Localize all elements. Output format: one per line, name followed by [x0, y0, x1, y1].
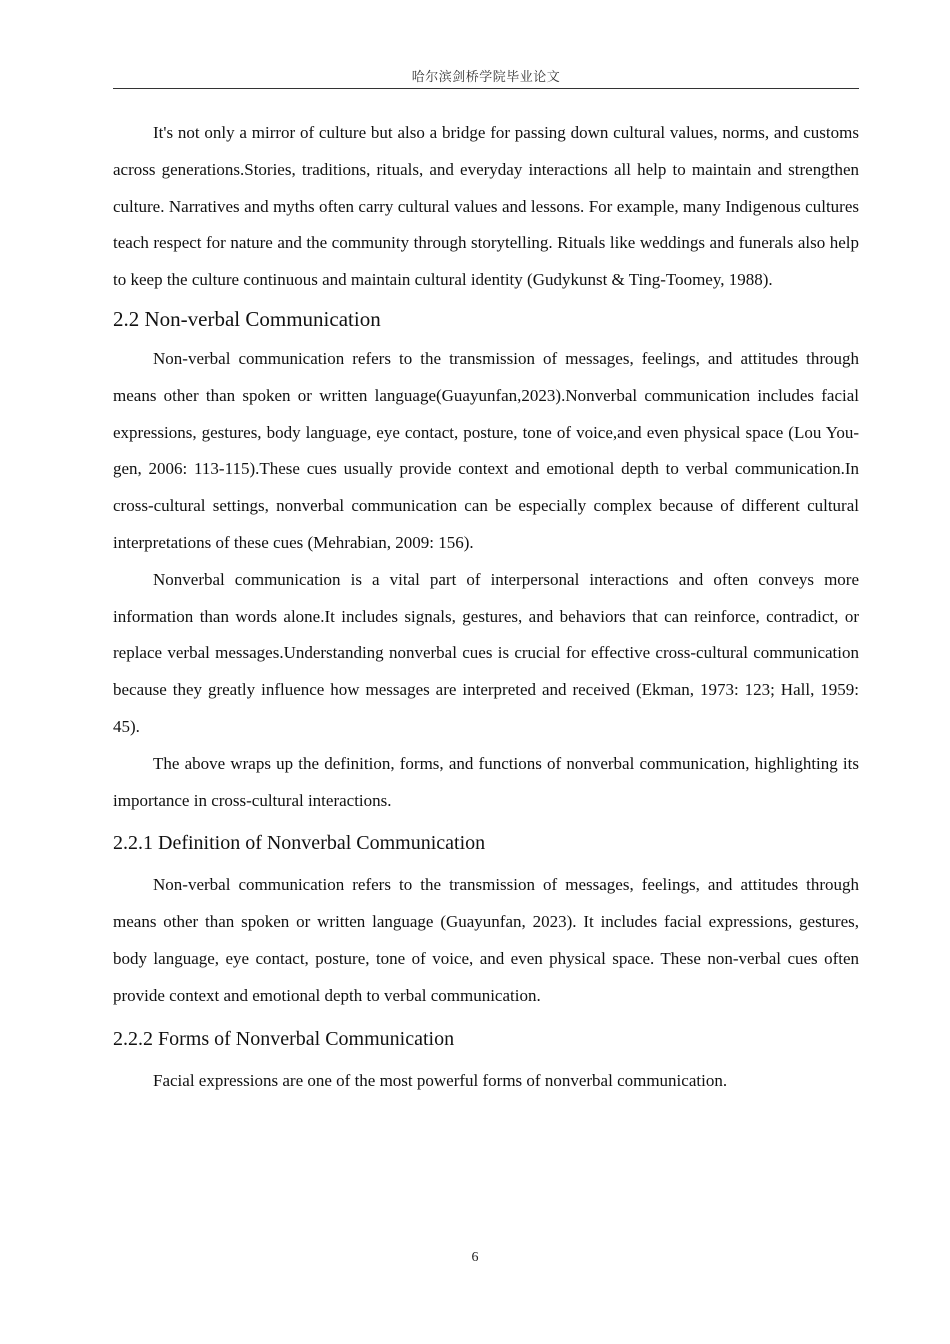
running-header: 哈尔滨剑桥学院毕业论文 [411, 70, 561, 85]
section-heading-2-2-2: 2.2.2 Forms of Nonverbal Communication [113, 1027, 455, 1050]
page-number: 6 [471, 1250, 479, 1265]
section-heading-2-2-1: 2.2.1 Definition of Nonverbal Communication [113, 832, 486, 855]
paragraph-summary: The above wraps up the definition, forms, and functions of nonverbal communication, highlighting its importance in cross-cultural interactions. [113, 753, 859, 810]
page-body [113, 115, 859, 1099]
paragraph-facial-expressions: Facial expressions are one of the most powerful forms of nonverbal communication. [153, 1070, 728, 1090]
section-heading-2-2: 2.2 Non-verbal Communication [113, 306, 381, 331]
paragraph-nonverbal-definition: Non-verbal communication refers to the transmission of messages, feelings, and attitudes through means other than spoken or written language(Guayunfan,2023).Nonverbal communication includes facial expressions, gestures, body language, eye contact, posture, tone of voice,and even physical space (Lou You-gen, 2006: 113-115).These cues usually provide context and emotional depth to verbal communication.In cross-cultural settings, nonverbal communication can be especially complex because of different cultural interpretations of these cues (Mehrabian, 2009: 156). [113, 348, 859, 552]
header-divider [113, 88, 859, 89]
paragraph-culture-transmission: It's not only a mirror of culture but also a bridge for passing down cultural values, norms, and customs across generations.Stories, traditions, rituals, and everyday interactions all help to maintain and strengthen culture. Narratives and myths often carry cultural values and lessons. For example, many Indigenous cultures teach respect for nature and the community through storytelling. Rituals like weddings and funerals also help to keep the culture continuous and maintain cultural identity (Gudykunst & Ting-Toomey, 1988). [113, 123, 859, 290]
paragraph-definition-detail: Non-verbal communication refers to the transmission of messages, feelings, and attitudes through means other than spoken or written language (Guayunfan, 2023). It includes facial expressions, gestures, body language, eye contact, posture, tone of voice, and even physical space. These non-verbal cues often provide context and emotional depth to verbal communication. [113, 875, 859, 1005]
paragraph-nonverbal-importance: Nonverbal communication is a vital part of interpersonal interactions and often conveys more information than words alone.It includes signals, gestures, and behaviors that can reinforce, contradict, or replace verbal messages.Understanding nonverbal cues is crucial for effective cross-cultural communication because they greatly influence how messages are interpreted and received (Ekman, 1973: 123; Hall, 1959: 45). [113, 569, 859, 736]
